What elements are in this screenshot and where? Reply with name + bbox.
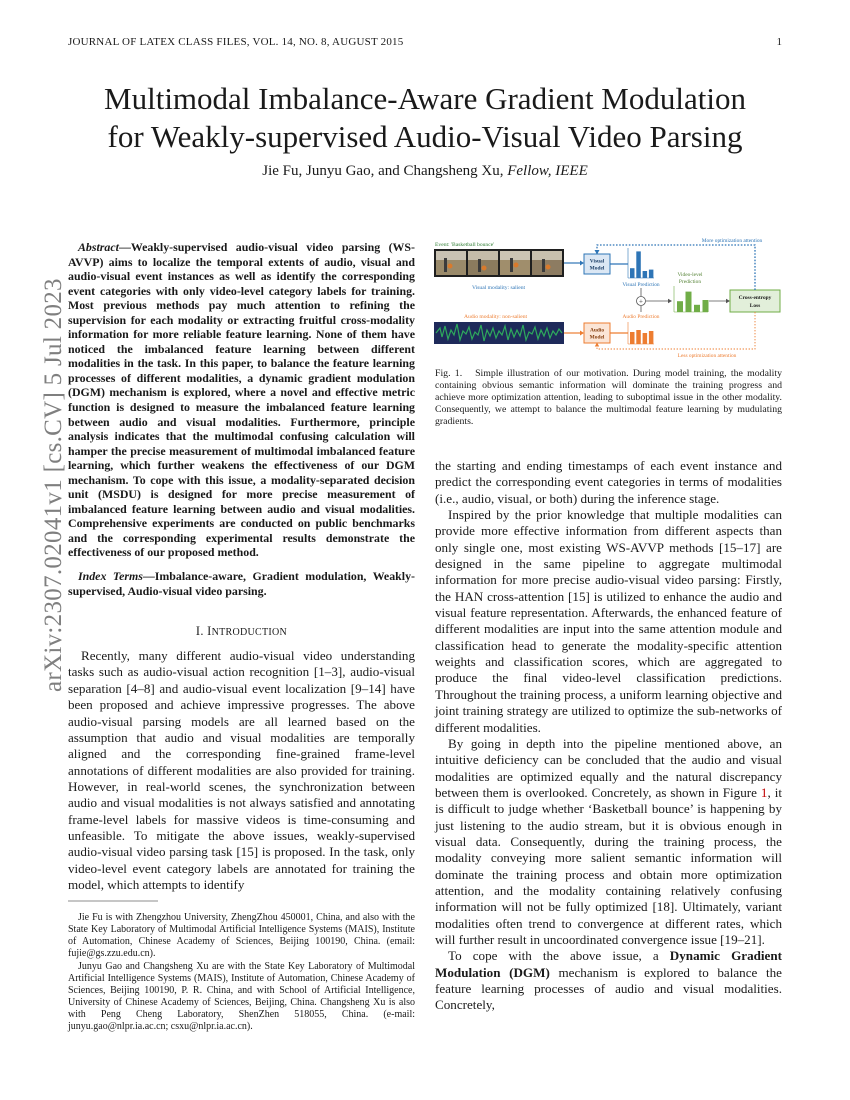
visual-prediction-bars [628,248,654,278]
less-attention-label: Less optimization attention [677,353,737,358]
section-number: I. [195,624,204,639]
figure-1-reference-link[interactable]: 1 [760,784,768,800]
visual-bar-3 [643,271,648,278]
video-level-bar-3 [694,305,700,312]
video-level-label-2: Prediction [678,279,702,285]
dgm-term: Dynamic Gradient Modulation (DGM) [435,948,782,980]
figure-1-caption [435,368,782,428]
index-terms-lead: Index Terms [78,569,143,584]
audio-waveform [434,322,564,344]
audio-model-label-1: Audio [589,327,605,334]
footnote-rule [68,900,158,902]
visual-bar-4 [649,270,654,278]
title-line-1: Multimodal Imbalance-Aware Gradient Modulation [104,81,746,116]
right-paragraph-3 [435,736,782,948]
right-p3-end: , it is difficult to judge whether ‘Basketball bounce’ is happening by just listening to the audio stream, but it is obvious enough in visual data. Consequently, during the training process, the modality conveying more salient semantic information will dominate the training process and obtain more optimization attention, and the modality containing relatively confusing information will not be fully optimized [18]. Ultimately, variant modalities often trend to convergence at different rates, which will further result in uncoordinated convergence issue [19–21]. [435,784,783,947]
video-level-bar-2 [686,292,692,312]
audio-bar-2 [636,330,641,344]
arrow-to-loss-head [726,299,730,303]
footnote-affiliation-1: Jie Fu is with Zhengzhou University, ZhengZhou 450001, China, and also with the State Key Laboratory of Multimodal Artificial Intelligence Systems (MAIS), Institute of Automation, Chinese Academy of Sciences, Beijing 100190, China. (email: fujie@gs.zzu.edu.cn). [68,912,415,960]
right-p4-start: To cope with the above issue, a [448,948,670,964]
video-frames [434,249,564,277]
right-paragraph-2: Inspired by the prior knowledge that multiple modalities can provide more effective information from different aspects than only single one, most existing WS-AVVP methods [15–17] are designed in the same pipeline to aggregate multimodal information for more precise audio-visual video parsing: Firstly, the HAN cross-attention [15] is utilized to enhance the audio and visual feature representation. Afterwards, the enhanced feature of different modalities are input into the same attention module and classification head to generate the modality-specific attention weights and classification scores, which are aggregated to produce the final video-level classification predictions. Throughout the training process, a uniform learning objective and joint training strategy are utilized to optimize the sub-networks of different modalities. [435,507,782,735]
more-attention-label: More optimization attention [701,238,763,244]
audio-bar-3 [643,333,648,344]
audio-bar-4 [649,331,654,344]
title-line-2: for Weakly-supervised Audio-Visual Video Parsing [107,119,743,154]
loss-label-1: Cross-entropy [738,295,772,301]
visual-bar-1 [630,268,635,278]
section-initial: I [207,624,212,639]
video-level-bar-1 [677,301,683,312]
visual-prediction-label: Visual Prediction [622,282,660,288]
footnotes [68,912,415,1034]
right-p3-start: By going in depth into the pipeline mentioned above, an intuitive deficiency can be concluded that the audio and visual modalities are optimized equally and the natural discrepancy between them is overlooked. Concretely, as shown in Figure [435,735,782,800]
author-line [50,163,800,180]
right-p4-end: mechanism is explored to balance the feature learning processes of audio and visual modalities. Concretely, [435,964,782,1013]
plus-symbol: + [639,297,643,306]
audio-model-label-2: Model [589,334,605,341]
author-names: Jie Fu, Junyu Gao, and Changsheng Xu, [262,163,504,179]
visual-model-label-2: Model [589,265,605,272]
abstract-lead: Abstract [78,240,119,254]
less-attention-path [597,312,755,349]
audio-prediction-bars [628,322,654,344]
caption-label: Fig. 1. [435,368,463,379]
index-terms [68,569,415,598]
arrow-to-video-level-head [668,299,672,303]
paper-title [50,80,800,156]
page-number: 1 [776,36,782,48]
running-header: JOURNAL OF LATEX CLASS FILES, VOL. 14, NO. 8, AUGUST 2015 [68,36,404,48]
fig-audio-nonsalient-label: Audio modality: non-salient [464,314,528,320]
arrow-audio-in-head [580,331,584,336]
right-paragraph-1: the starting and ending timestamps of each event instance and predict the corresponding event categories in terms of modalities (i.e., audio, visual, or both) during the inference stage. [435,458,782,506]
visual-model-label-1: Visual [589,258,605,265]
video-level-label-1: Video-level [677,272,703,278]
left-column [68,240,415,893]
right-column [435,458,782,1014]
caption-text: Simple illustration of our motivation. During model training, the modality containing obvious semantic information will dominate the training progress and achieve more optimization attention, leading to suboptimal issue in the other modality. Consequently, we attempt to balance the multimodal feature learning by mudulating gradients. [435,368,782,427]
fig-event-label: Event: 'Basketball bounce' [435,242,495,248]
audio-bar-1 [630,332,635,344]
right-paragraph-4 [435,948,782,1013]
video-level-bar-4 [703,300,709,312]
footnote-affiliation-2: Junyu Gao and Changsheng Xu are with the State Key Laboratory of Multimodal Artificial Intelligence Systems (MAIS), Institute of Automation, Chinese Academy of Sciences, Beijing 100190, P. R. China, and with School of Artificial Intelligence, University of Chinese Academy of Sciences, Beijing, China. Changsheng Xu is also with Peng Cheng Laboratory, ShenZhen 518055, China. (e-mail: junyu.gao@nlpr.ia.ac.cn; csxu@nlpr.ia.ac.cn). [68,960,415,1033]
figure-1 [432,236,784,358]
audio-prediction-label: Audio Prediction [622,314,660,320]
arxiv-identifier: arXiv:2307.02041v1 [cs.CV] 5 Jul 2023 [40,278,67,692]
intro-paragraph-1: Recently, many different audio-visual video understanding tasks such as audio-visual action recognition [1–3], audio-visual separation [4–8] and audio-visual event localization [9–14] have been proposed and achieve impressive progresses. The above audio-visual parsing models are all learned based on the assumption that audio and visual modalities are temporally aligned and the corresponding fine-grained frame-level annotations of different modalities are also provided for training. However, in real-world scenes, the synchronization between audio and visual modalities is not always satisfied and annotating frame-level labels for massive videos is time-consuming and unfeasible. To mitigate the above issues, weakly-supervised audio-visual video parsing task [15] is proposed. In the task, only video-level event category labels are annotated for training the model, which attempts to identify [68,648,415,892]
arrow-visual-in-head [580,261,584,266]
fig-visual-salient-label: Visual modality: salient [472,285,526,291]
abstract-text: —Weakly-supervised audio-visual video parsing (WS-AVVP) aims to localize the temporal extents of audio, visual and audio-visual event instances as well as identify the corresponding event categories with only video-level category labels for training. Most previous methods pay much attention to refining the supervision for each modality or extracting fruitful cross-modality information for more reliable feature learning. None of them have noticed the imbalanced feature learning between different modalities in the task. In this paper, to balance the feature learning processes of different modalities, a dynamic gradient modulation (DGM) mechanism is explored, where a novel and effective metric function is designed to measure the imbalanced feature learning between audio and visual modalities. Furthermore, principle analysis indicates that the multimodal confusing calculation will hamper the precise measurement of multimodal imbalanced feature learning, which further weakens the effectiveness of our DGM mechanism. To cope with this issue, a modality-separated decision unit (MSDU) is designed for more precise measurement of imbalanced feature learning between audio and visual modalities. Comprehensive experiments are conducted on public benchmarks and the corresponding experimental results demonstrate the effectiveness of our proposed method. [68,240,415,560]
section-rest: NTRODUCTION [211,627,288,639]
section-heading-introduction [68,624,415,639]
more-attention-path [597,245,755,290]
visual-bar-2 [636,251,641,278]
abstract [68,240,415,560]
video-level-bars [674,286,709,312]
author-fellow: Fellow, IEEE [507,163,588,179]
loss-label-2: Loss [749,303,761,309]
index-terms-text: —Imbalance-aware, Gradient modulation, Weakly-supervised, Audio-visual video parsing. [68,569,415,598]
